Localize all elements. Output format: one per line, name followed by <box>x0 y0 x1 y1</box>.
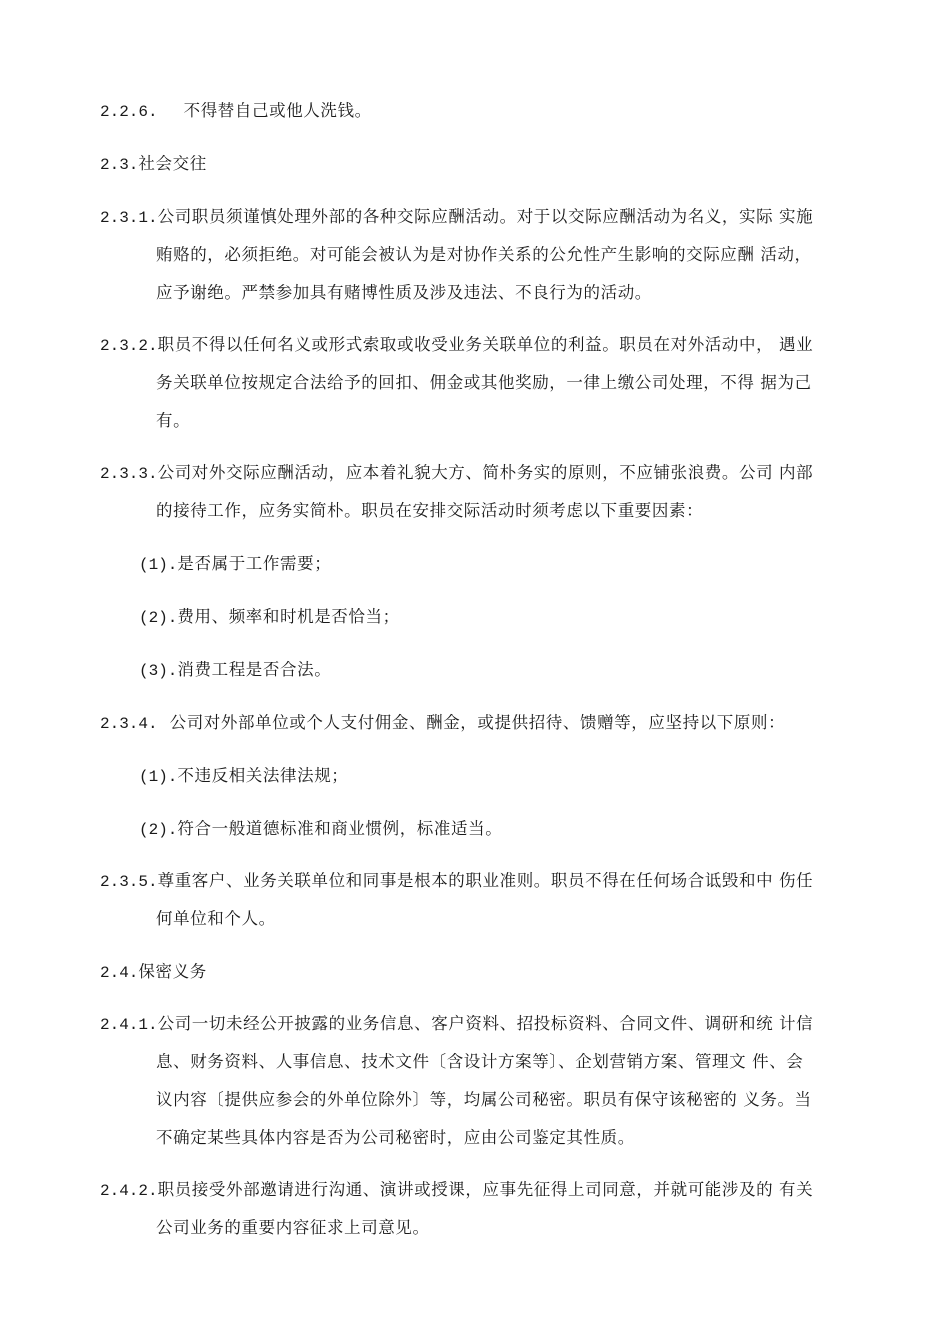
clause-text-line: 息、财务资料、人事信息、技术文件〔含设计方案等〕、企划营销方案、管理文 件、会 <box>156 1052 804 1071</box>
clause-2-3-4 <box>100 711 785 736</box>
section-heading-2-4 <box>100 960 207 985</box>
clause-number: 2.3.1. <box>100 209 158 227</box>
clause-text-line: 的接待工作，应务实简朴。职员在安排交际活动时须考虑以下重要因素： <box>156 501 704 520</box>
sub-item-text: 不违反相关法律法规； <box>177 766 349 785</box>
clause-2-3-2 <box>100 333 813 358</box>
clause-number: 2.4.1. <box>100 1016 158 1034</box>
sub-item-number: (1). <box>139 768 178 786</box>
section-heading-2-3 <box>100 152 207 177</box>
sub-item-text: 符合一般道德标准和商业惯例，标准适当。 <box>177 819 503 838</box>
clause-text-line: 何单位和个人。 <box>156 909 276 928</box>
section-number: 2.3. <box>100 156 139 174</box>
clause-number: 2.3.5. <box>100 873 158 891</box>
sub-item <box>139 605 400 630</box>
clause-2-4-1 <box>100 1012 813 1037</box>
clause-text-line: 议内容〔提供应参会的外单位除外〕等，均属公司秘密。职员有保守该秘密的 义务。当 <box>156 1090 812 1109</box>
clause-number: 2.3.2. <box>100 337 158 355</box>
clause-2-3-5 <box>100 869 813 894</box>
clause-text-line: 公司业务的重要内容征求上司意见。 <box>156 1218 430 1237</box>
section-title: 保密义务 <box>138 962 207 981</box>
clause-text-line: 尊重客户、业务关联单位和同事是根本的职业准则。职员不得在任何场合诋毁和中 伤任 <box>157 871 814 890</box>
clause-text: 公司对外部单位或个人支付佣金、酬金，或提供招待、馈赠等，应坚持以下原则： <box>169 713 786 732</box>
sub-item <box>139 764 348 789</box>
clause-text-line: 公司职员须谨慎处理外部的各种交际应酬活动。对于以交际应酬活动为名义，实际 实施 <box>157 207 814 226</box>
sub-item-number: (3). <box>139 662 178 680</box>
clause-text-line: 公司一切未经公开披露的业务信息、客户资料、招投标资料、合同文件、调研和统 计信 <box>157 1014 814 1033</box>
section-title: 社会交往 <box>138 154 207 173</box>
clause-2-3-3 <box>100 461 813 486</box>
clause-text-line: 务关联单位按规定合法给予的回扣、佣金或其他奖励，一律上缴公司处理，不得 据为己 <box>156 373 812 392</box>
clause-text-line: 不确定某些具体内容是否为公司秘密时，应由公司鉴定其性质。 <box>156 1128 635 1147</box>
sub-item-number: (2). <box>139 821 178 839</box>
sub-item-text: 是否属于工作需要； <box>177 554 332 573</box>
clause-number: 2.4.2. <box>100 1182 158 1200</box>
clause-text-line: 有。 <box>156 411 191 430</box>
clause-text-line: 应予谢绝。严禁参加具有赌博性质及涉及违法、不良行为的活动。 <box>156 283 652 302</box>
section-number: 2.4. <box>100 964 139 982</box>
clause-text-line: 职员接受外部邀请进行沟通、演讲或授课，应事先征得上司同意，并就可能涉及的 有关 <box>157 1180 814 1199</box>
clause-2-3-1 <box>100 205 813 230</box>
clause-text-line: 公司对外交际应酬活动，应本着礼貌大方、简朴务实的原则，不应铺张浪费。公司 内部 <box>157 463 814 482</box>
clause-number: 2.2.6. <box>100 103 158 121</box>
clause-number: 2.3.4. <box>100 715 158 733</box>
sub-item <box>139 817 502 842</box>
clause-text-line: 职员不得以任何名义或形式索取或收受业务关联单位的利益。职员在对外活动中， 遇业 <box>157 335 814 354</box>
sub-item-text: 消费工程是否合法。 <box>177 660 332 679</box>
sub-item <box>139 658 331 683</box>
sub-item-number: (1). <box>139 556 178 574</box>
clause-text: 不得替自己或他人洗钱。 <box>183 101 372 120</box>
clause-2-2-6 <box>100 99 372 124</box>
clause-text-line: 贿赂的，必须拒绝。对可能会被认为是对协作关系的公允性产生影响的交际应酬 活动， <box>156 245 812 264</box>
clause-2-4-2 <box>100 1178 813 1203</box>
clause-number: 2.3.3. <box>100 465 158 483</box>
sub-item <box>139 552 331 577</box>
sub-item-number: (2). <box>139 609 178 627</box>
sub-item-text: 费用、频率和时机是否恰当； <box>177 607 400 626</box>
